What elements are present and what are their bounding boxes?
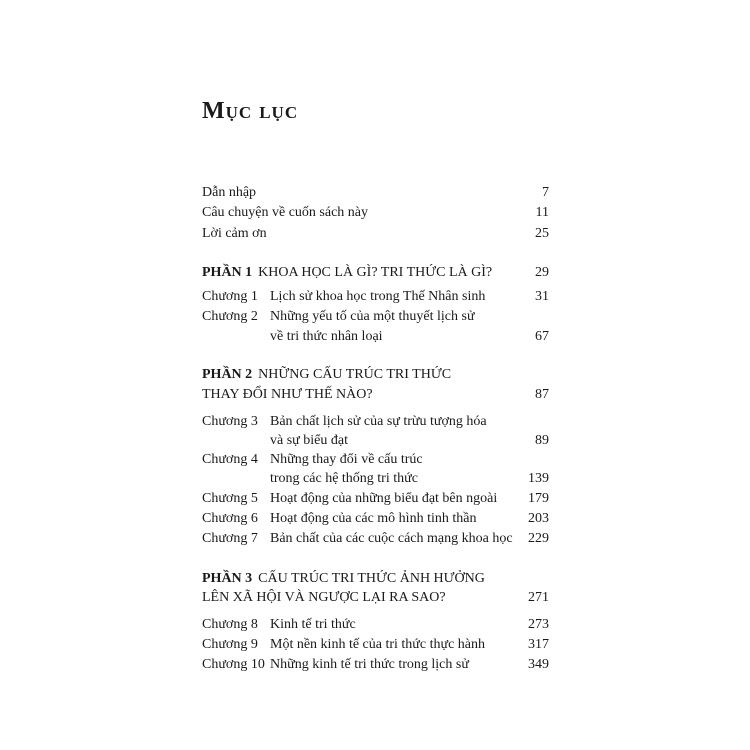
chapter-title: Hoạt động của các mô hình tinh thần [270, 511, 477, 526]
toc-part-2-cont[interactable] [202, 386, 549, 404]
chapter-label: Chương 10 [202, 657, 265, 672]
entry-page: 25 [535, 226, 549, 241]
part-title: NHỮNG CẤU TRÚC TRI THỨC [258, 367, 452, 382]
page-title: Mục lục [202, 98, 299, 124]
chapter-page: 31 [535, 289, 549, 304]
chapter-title: Những yếu tố của một thuyết lịch sử [270, 309, 475, 324]
entry-page: 11 [535, 205, 549, 220]
chapter-page: 349 [528, 657, 549, 672]
chapter-title: Hoạt động của những biểu đạt bên ngoài [270, 491, 498, 506]
chapter-title: Bản chất của các cuộc cách mạng khoa học [270, 531, 513, 546]
part-page: 29 [535, 265, 549, 280]
toc-entry-intro[interactable] [202, 184, 549, 202]
toc-entry-acknowledgements[interactable] [202, 225, 549, 243]
part-title-line2: LÊN XÃ HỘI VÀ NGƯỢC LẠI RA SAO? [202, 590, 446, 605]
chapter-title: Một nền kinh tế của tri thức thực hành [270, 637, 486, 652]
entry-title: Dẫn nhập [202, 185, 257, 200]
toc-chapter-2[interactable] [202, 308, 549, 326]
part-title: CẤU TRÚC TRI THỨC ẢNH HƯỞNG [258, 571, 485, 586]
chapter-title-line2: trong các hệ thống tri thức [270, 471, 418, 486]
part-title-line2: THAY ĐỔI NHƯ THẾ NÀO? [202, 387, 373, 402]
toc-chapter-3[interactable] [202, 413, 549, 431]
chapter-page: 203 [528, 511, 549, 526]
toc-chapter-5[interactable] [202, 490, 549, 508]
chapter-label: Chương 2 [202, 309, 258, 324]
chapter-label: Chương 5 [202, 491, 258, 506]
chapter-page: 317 [528, 637, 549, 652]
toc-chapter-4[interactable] [202, 451, 549, 469]
part-page: 87 [535, 387, 549, 402]
part-page: 271 [528, 590, 549, 605]
chapter-label: Chương 8 [202, 617, 258, 632]
chapter-page: 273 [528, 617, 549, 632]
chapter-page: 179 [528, 491, 549, 506]
toc-chapter-4-cont[interactable] [202, 470, 549, 488]
chapter-label: Chương 4 [202, 452, 258, 467]
chapter-page: 229 [528, 531, 549, 546]
toc-chapter-7[interactable] [202, 530, 549, 548]
toc-chapter-2-cont[interactable] [202, 328, 549, 346]
chapter-page: 139 [528, 471, 549, 486]
toc-chapter-3-cont[interactable] [202, 432, 549, 450]
entry-title: Lời cảm ơn [202, 226, 267, 241]
toc-chapter-6[interactable] [202, 510, 549, 528]
chapter-label: Chương 9 [202, 637, 258, 652]
toc-chapter-8[interactable] [202, 616, 549, 634]
chapter-title: Những kinh tế tri thức trong lịch sử [270, 657, 469, 672]
chapter-label: Chương 3 [202, 414, 258, 429]
toc-part-2[interactable] [202, 366, 549, 384]
entry-page: 7 [542, 185, 549, 200]
part-label: PHẦN 1 [202, 265, 253, 280]
chapter-title: Lịch sử khoa học trong Thế Nhân sinh [270, 289, 486, 304]
toc-chapter-1[interactable] [202, 288, 549, 306]
entry-title: Câu chuyện về cuốn sách này [202, 205, 368, 220]
part-label: PHẦN 2 [202, 367, 253, 382]
chapter-label: Chương 1 [202, 289, 258, 304]
chapter-title: Bản chất lịch sử của sự trừu tượng hóa [270, 414, 487, 429]
toc-part-1[interactable] [202, 264, 549, 282]
chapter-title-line2: về tri thức nhân loại [270, 329, 383, 344]
toc-part-3-cont[interactable] [202, 589, 549, 607]
chapter-page: 89 [535, 433, 549, 448]
chapter-title: Kinh tế tri thức [270, 617, 356, 632]
chapter-label: Chương 7 [202, 531, 258, 546]
toc-chapter-10[interactable] [202, 656, 549, 674]
toc-entry-book-story[interactable] [202, 204, 549, 222]
chapter-title: Những thay đổi về cấu trúc [270, 452, 423, 467]
part-label: PHẦN 3 [202, 571, 253, 586]
toc-chapter-9[interactable] [202, 636, 549, 654]
chapter-label: Chương 6 [202, 511, 258, 526]
part-title: KHOA HỌC LÀ GÌ? TRI THỨC LÀ GÌ? [258, 265, 493, 280]
toc-part-3[interactable] [202, 570, 549, 588]
chapter-title-line2: và sự biểu đạt [270, 433, 348, 448]
chapter-page: 67 [535, 329, 549, 344]
